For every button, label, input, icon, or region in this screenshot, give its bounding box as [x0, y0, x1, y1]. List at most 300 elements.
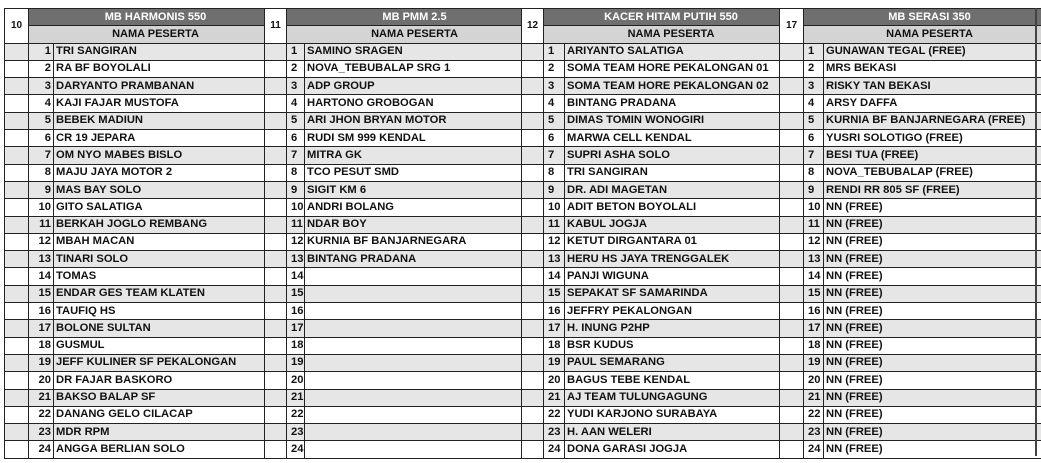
row-edge-cell: [780, 441, 804, 458]
row-number: 16: [544, 303, 565, 320]
row-number: 10: [544, 199, 565, 216]
row-number: 6: [29, 130, 54, 147]
participant-name: TRI SANGIRAN: [54, 43, 283, 60]
row-edge-cell: [780, 164, 804, 181]
participant-name: NN (FREE): [824, 372, 1041, 389]
table-row: [265, 389, 543, 406]
row-edge-cell: [780, 95, 804, 112]
row-edge-cell: [780, 147, 804, 164]
table-row: [5, 285, 283, 302]
table-row: [522, 164, 799, 181]
table-row: [5, 112, 283, 129]
row-number: 2: [804, 60, 824, 77]
row-number: 3: [29, 78, 54, 95]
table-row: [522, 389, 799, 406]
table-row: [265, 251, 543, 268]
row-edge-cell: [265, 389, 287, 406]
row-number: 6: [804, 130, 824, 147]
row-edge-cell: [5, 112, 29, 129]
table-row: [780, 441, 1041, 458]
row-edge-cell: [522, 130, 544, 147]
row-edge-cell: [780, 303, 804, 320]
row-number: 14: [287, 268, 305, 285]
row-edge-cell: [265, 216, 287, 233]
table-row: [780, 216, 1041, 233]
participant-name: [305, 320, 543, 337]
row-number: 10: [29, 199, 54, 216]
row-number: 24: [804, 441, 824, 458]
row-number: 19: [287, 354, 305, 371]
table-row: [5, 130, 283, 147]
row-number: 8: [544, 164, 565, 181]
table-row: [522, 130, 799, 147]
row-number: 17: [29, 320, 54, 337]
column-header: NAMA PESERTA: [544, 26, 799, 43]
table-row: [5, 406, 283, 423]
row-edge-cell: [5, 95, 29, 112]
row-edge-cell: [5, 268, 29, 285]
row-edge-cell: [780, 60, 804, 77]
row-edge-cell: [5, 372, 29, 389]
table-row: [265, 268, 543, 285]
participant-name: NN (FREE): [824, 216, 1041, 233]
row-number: 24: [287, 441, 305, 458]
row-edge-cell: [265, 130, 287, 147]
row-edge-cell: [780, 337, 804, 354]
table-row: [780, 389, 1041, 406]
participant-name: ARIYANTO SALATIGA: [565, 43, 799, 60]
participant-name: H. AAN WELERI: [565, 424, 799, 441]
participant-name: KAJI FAJAR MUSTOFA: [54, 95, 283, 112]
row-number: 2: [287, 60, 305, 77]
participant-name: [305, 389, 543, 406]
participant-name: BINTANG PRADANA: [565, 95, 799, 112]
row-number: 3: [287, 78, 305, 95]
class-block-11: [264, 8, 543, 459]
session-number: 11: [265, 9, 287, 44]
participant-name: GITO SALATIGA: [54, 199, 283, 216]
row-number: 13: [29, 251, 54, 268]
row-edge-cell: [522, 164, 544, 181]
table-row: [265, 303, 543, 320]
row-edge-cell: [522, 406, 544, 423]
table-row: [265, 372, 543, 389]
participant-name: NDAR BOY: [305, 216, 543, 233]
table-row: [265, 147, 543, 164]
table-row: [265, 441, 543, 458]
session-number: 17: [780, 9, 804, 44]
table-row: [522, 112, 799, 129]
table-row: [265, 320, 543, 337]
row-edge-cell: [5, 320, 29, 337]
row-number: 23: [544, 424, 565, 441]
table-row: [522, 43, 799, 60]
row-edge-cell: [265, 251, 287, 268]
class-block-10: [4, 8, 283, 459]
table-row: [780, 285, 1041, 302]
row-number: 1: [287, 43, 305, 60]
participant-name: [305, 268, 543, 285]
row-edge-cell: [522, 147, 544, 164]
participant-table: [521, 8, 799, 459]
row-number: 6: [544, 130, 565, 147]
table-row: [780, 60, 1041, 77]
row-number: 16: [29, 303, 54, 320]
participant-name: TCO PESUT SMD: [305, 164, 543, 181]
table-row: [265, 60, 543, 77]
class-title: MB SERASI 350: [804, 9, 1041, 26]
table-row: [522, 147, 799, 164]
row-number: 5: [804, 112, 824, 129]
row-number: 18: [29, 337, 54, 354]
table-row: [522, 424, 799, 441]
row-number: 4: [544, 95, 565, 112]
class-block-17: [779, 8, 1041, 459]
row-edge-cell: [5, 251, 29, 268]
row-edge-cell: [780, 181, 804, 198]
participant-name: [305, 372, 543, 389]
participant-table: [264, 8, 543, 459]
row-edge-cell: [265, 372, 287, 389]
row-number: 9: [804, 181, 824, 198]
row-number: 14: [544, 268, 565, 285]
table-row: [5, 199, 283, 216]
row-edge-cell: [265, 406, 287, 423]
class-title: KACER HITAM PUTIH 550: [544, 9, 799, 26]
participant-name: MAS BAY SOLO: [54, 181, 283, 198]
row-number: 2: [29, 60, 54, 77]
table-row: [5, 60, 283, 77]
row-edge-cell: [265, 285, 287, 302]
row-number: 9: [287, 181, 305, 198]
participant-name: [305, 285, 543, 302]
table-row: [522, 406, 799, 423]
table-row: [265, 337, 543, 354]
table-row: [780, 251, 1041, 268]
row-number: 7: [804, 147, 824, 164]
row-number: 22: [287, 406, 305, 423]
class-title: MB HARMONIS 550: [29, 9, 283, 26]
participant-name: KURNIA BF BANJARNEGARA (FREE): [824, 112, 1041, 129]
table-row: [522, 303, 799, 320]
table-row: [780, 406, 1041, 423]
participant-name: NN (FREE): [824, 251, 1041, 268]
row-edge-cell: [5, 337, 29, 354]
table-row: [5, 424, 283, 441]
row-number: 23: [804, 424, 824, 441]
table-row: [780, 95, 1041, 112]
row-edge-cell: [522, 337, 544, 354]
row-number: 19: [544, 354, 565, 371]
class-title: MB PMM 2.5: [287, 9, 543, 26]
row-edge-cell: [780, 424, 804, 441]
row-number: 18: [287, 337, 305, 354]
row-number: 16: [804, 303, 824, 320]
participant-name: NN (FREE): [824, 354, 1041, 371]
row-edge-cell: [780, 372, 804, 389]
table-row: [5, 78, 283, 95]
row-edge-cell: [265, 181, 287, 198]
participant-name: NN (FREE): [824, 389, 1041, 406]
sheet-right-border: [1035, 8, 1037, 456]
row-edge-cell: [5, 164, 29, 181]
row-edge-cell: [780, 130, 804, 147]
row-edge-cell: [5, 285, 29, 302]
row-number: 11: [29, 216, 54, 233]
participant-name: MDR RPM: [54, 424, 283, 441]
row-number: 7: [287, 147, 305, 164]
table-row: [780, 337, 1041, 354]
table-row: [522, 372, 799, 389]
session-number: 12: [522, 9, 544, 44]
participant-name: NN (FREE): [824, 199, 1041, 216]
table-row: [780, 268, 1041, 285]
participant-name: NN (FREE): [824, 406, 1041, 423]
row-number: 22: [29, 406, 54, 423]
row-edge-cell: [522, 320, 544, 337]
column-header: NAMA PESERTA: [29, 26, 283, 43]
row-edge-cell: [5, 354, 29, 371]
table-row: [780, 424, 1041, 441]
row-number: 5: [29, 112, 54, 129]
table-row: [780, 199, 1041, 216]
row-edge-cell: [780, 233, 804, 250]
row-number: 4: [804, 95, 824, 112]
table-row: [265, 406, 543, 423]
row-number: 17: [287, 320, 305, 337]
table-row: [5, 372, 283, 389]
row-number: 20: [544, 372, 565, 389]
row-edge-cell: [265, 147, 287, 164]
row-number: 12: [287, 233, 305, 250]
participant-name: [305, 337, 543, 354]
table-row: [265, 181, 543, 198]
row-number: 23: [29, 424, 54, 441]
participant-name: JEFF KULINER SF PEKALONGAN: [54, 354, 283, 371]
row-number: 22: [804, 406, 824, 423]
table-row: [522, 441, 799, 458]
row-edge-cell: [265, 43, 287, 60]
row-edge-cell: [522, 216, 544, 233]
table-row: [780, 303, 1041, 320]
table-row: [5, 389, 283, 406]
participant-name: HERU HS JAYA TRENGGALEK: [565, 251, 799, 268]
participant-name: JEFFRY PEKALONGAN: [565, 303, 799, 320]
participant-name: RENDI RR 805 SF (FREE): [824, 181, 1041, 198]
table-row: [5, 320, 283, 337]
table-row: [522, 95, 799, 112]
participant-name: TAUFIQ HS: [54, 303, 283, 320]
row-number: 10: [287, 199, 305, 216]
row-edge-cell: [780, 78, 804, 95]
participant-name: RISKY TAN BEKASI: [824, 78, 1041, 95]
participant-name: BAKSO BALAP SF: [54, 389, 283, 406]
row-edge-cell: [5, 181, 29, 198]
row-number: 21: [804, 389, 824, 406]
row-number: 23: [287, 424, 305, 441]
row-edge-cell: [522, 285, 544, 302]
table-row: [5, 164, 283, 181]
row-edge-cell: [5, 303, 29, 320]
participant-name: DIMAS TOMIN WONOGIRI: [565, 112, 799, 129]
table-row: [780, 233, 1041, 250]
row-edge-cell: [780, 43, 804, 60]
row-edge-cell: [5, 441, 29, 458]
participant-table: [779, 8, 1041, 459]
participant-name: GUSMUL: [54, 337, 283, 354]
participant-name: SIGIT KM 6: [305, 181, 543, 198]
participant-name: DR. ADI MAGETAN: [565, 181, 799, 198]
participant-name: KABUL JOGJA: [565, 216, 799, 233]
table-row: [780, 43, 1041, 60]
row-number: 6: [287, 130, 305, 147]
row-number: 11: [804, 216, 824, 233]
participant-name: OM NYO MABES BISLO: [54, 147, 283, 164]
row-edge-cell: [522, 251, 544, 268]
row-number: 19: [29, 354, 54, 371]
row-edge-cell: [522, 60, 544, 77]
table-row: [265, 112, 543, 129]
table-row: [522, 268, 799, 285]
table-row: [780, 320, 1041, 337]
participant-name: NN (FREE): [824, 268, 1041, 285]
table-row: [522, 251, 799, 268]
table-row: [5, 441, 283, 458]
participant-name: SUPRI ASHA SOLO: [565, 147, 799, 164]
row-number: 3: [544, 78, 565, 95]
row-edge-cell: [265, 268, 287, 285]
table-row: [522, 233, 799, 250]
row-number: 1: [29, 43, 54, 60]
row-edge-cell: [780, 285, 804, 302]
participant-name: AJ TEAM TULUNGAGUNG: [565, 389, 799, 406]
row-edge-cell: [780, 320, 804, 337]
row-number: 1: [544, 43, 565, 60]
participant-name: YUSRI SOLOTIGO (FREE): [824, 130, 1041, 147]
table-row: [522, 320, 799, 337]
row-edge-cell: [522, 389, 544, 406]
participant-name: NN (FREE): [824, 303, 1041, 320]
row-number: 9: [544, 181, 565, 198]
participant-name: [305, 303, 543, 320]
row-number: 15: [544, 285, 565, 302]
row-number: 13: [804, 251, 824, 268]
table-row: [5, 216, 283, 233]
participant-name: ADP GROUP: [305, 78, 543, 95]
table-row: [522, 354, 799, 371]
table-row: [265, 424, 543, 441]
row-edge-cell: [780, 354, 804, 371]
row-edge-cell: [5, 43, 29, 60]
row-number: 18: [544, 337, 565, 354]
row-edge-cell: [780, 112, 804, 129]
row-edge-cell: [522, 424, 544, 441]
row-edge-cell: [522, 354, 544, 371]
table-row: [5, 268, 283, 285]
row-number: 13: [287, 251, 305, 268]
row-number: 17: [544, 320, 565, 337]
participant-name: RA BF BOYOLALI: [54, 60, 283, 77]
row-number: 15: [804, 285, 824, 302]
table-row: [265, 130, 543, 147]
row-number: 20: [804, 372, 824, 389]
participant-name: MARWA CELL KENDAL: [565, 130, 799, 147]
row-edge-cell: [265, 441, 287, 458]
participant-name: [305, 354, 543, 371]
participant-name: BERKAH JOGLO REMBANG: [54, 216, 283, 233]
table-row: [5, 147, 283, 164]
participant-name: TRI SANGIRAN: [565, 164, 799, 181]
row-number: 20: [29, 372, 54, 389]
row-edge-cell: [5, 130, 29, 147]
table-row: [265, 285, 543, 302]
participant-name: NN (FREE): [824, 441, 1041, 458]
participant-name: SAMINO SRAGEN: [305, 43, 543, 60]
table-row: [780, 147, 1041, 164]
participant-name: BAGUS TEBE KENDAL: [565, 372, 799, 389]
table-row: [5, 233, 283, 250]
row-number: 20: [287, 372, 305, 389]
row-number: 11: [287, 216, 305, 233]
participant-name: H. INUNG P2HP: [565, 320, 799, 337]
row-number: 2: [544, 60, 565, 77]
participant-name: [305, 424, 543, 441]
row-edge-cell: [265, 112, 287, 129]
table-row: [780, 130, 1041, 147]
participant-name: DARYANTO PRAMBANAN: [54, 78, 283, 95]
row-number: 22: [544, 406, 565, 423]
participant-name: BESI TUA (FREE): [824, 147, 1041, 164]
row-edge-cell: [265, 60, 287, 77]
row-number: 17: [804, 320, 824, 337]
row-number: 5: [287, 112, 305, 129]
table-row: [265, 43, 543, 60]
row-edge-cell: [522, 199, 544, 216]
row-edge-cell: [780, 199, 804, 216]
participant-name: ADIT BETON BOYOLALI: [565, 199, 799, 216]
participant-name: SOMA TEAM HORE PEKALONGAN 01: [565, 60, 799, 77]
participant-name: SEPAKAT SF SAMARINDA: [565, 285, 799, 302]
row-number: 5: [544, 112, 565, 129]
participant-name: MAJU JAYA MOTOR 2: [54, 164, 283, 181]
participant-name: MBAH MACAN: [54, 233, 283, 250]
row-number: 24: [544, 441, 565, 458]
participant-name: KETUT DIRGANTARA 01: [565, 233, 799, 250]
table-row: [5, 181, 283, 198]
row-edge-cell: [265, 95, 287, 112]
participant-name: BINTANG PRADANA: [305, 251, 543, 268]
row-edge-cell: [265, 164, 287, 181]
table-row: [780, 181, 1041, 198]
row-edge-cell: [5, 78, 29, 95]
table-row: [780, 354, 1041, 371]
participant-name: MITRA GK: [305, 147, 543, 164]
participant-name: ARSY DAFFA: [824, 95, 1041, 112]
participant-name: TOMAS: [54, 268, 283, 285]
row-edge-cell: [780, 251, 804, 268]
participant-name: BEBEK MADIUN: [54, 112, 283, 129]
row-number: 15: [29, 285, 54, 302]
row-number: 7: [544, 147, 565, 164]
participant-name: [305, 406, 543, 423]
row-edge-cell: [522, 372, 544, 389]
participant-name: BOLONE SULTAN: [54, 320, 283, 337]
row-number: 19: [804, 354, 824, 371]
row-number: 21: [29, 389, 54, 406]
row-edge-cell: [5, 389, 29, 406]
row-edge-cell: [522, 181, 544, 198]
participant-name: RUDI SM 999 KENDAL: [305, 130, 543, 147]
